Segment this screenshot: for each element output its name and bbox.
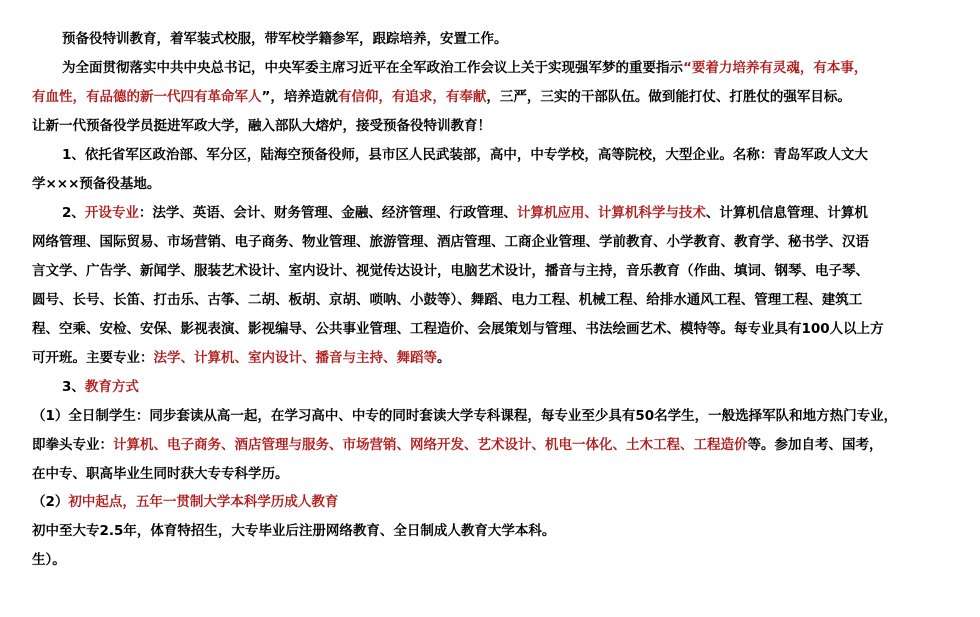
highlighted-text: 有信仰，有追求，有奉献: [337, 89, 487, 105]
paragraph-line-19: [32, 550, 66, 570]
paragraph-line-18: [32, 521, 555, 541]
paragraph-line-11: [32, 319, 884, 339]
paragraph-line-9: [32, 261, 869, 281]
paragraph-line-16: [32, 464, 289, 484]
paragraph-line-3: [32, 87, 851, 107]
body-text: 2、: [62, 205, 85, 221]
body-text: 让新一代预备役学员挺进军政大学，融入部队大熔炉，接受预备役特训教育！: [32, 118, 491, 134]
paragraph-line-15: [32, 435, 883, 455]
paragraph-line-8: [32, 232, 869, 252]
body-text: （2）: [32, 494, 69, 510]
paragraph-line-12: [32, 348, 451, 368]
paragraph-line-17: [32, 492, 338, 512]
body-text: 为全面贯彻落实中共中央总书记，中央军委主席习近平在全军政治工作会议上关于实现强军梦的重要指示: [62, 60, 683, 76]
highlighted-text: 法学、计算机、室内设计、播音与主持、舞蹈等: [153, 350, 437, 366]
body-text: 圆号、长号、长笛、打击乐、古筝、二胡、板胡、京胡、唢呐、小鼓等）、舞蹈、电力工程、机械工程、给排水通风工程、管理工程、建筑工: [32, 292, 863, 308]
body-text: ，三严，三实的干部队伍。做到能打仗、打胜仗的强军目标。: [486, 89, 851, 105]
paragraph-line-10: [32, 290, 862, 310]
body-text: 3、: [62, 379, 85, 395]
body-text: 。: [437, 350, 451, 366]
body-text: 、计算机信息管理、计算机: [705, 205, 868, 221]
paragraph-line-2: [62, 58, 867, 78]
body-text: 学×××预备役基地。: [32, 176, 161, 192]
paragraph-line-14: [32, 406, 897, 426]
paragraph-line-6: [32, 174, 160, 194]
paragraph-line-13: [62, 377, 139, 397]
highlighted-text: 教育方式: [84, 379, 139, 395]
body-text: 言文学、广告学、新闻学、服装艺术设计、室内设计、视觉传达设计，电脑艺术设计，播音与主持，音乐教育（作曲、填词、钢琴、电子琴、: [32, 263, 869, 279]
body-text: ：法学、英语、会计、财务管理、金融、经济管理、行政管理、: [138, 205, 517, 221]
body-text: 可开班。主要专业：: [32, 350, 154, 366]
body-text: 程、空乘、安检、安保、影视表演、影视编导、公共事业管理、工程造价、会展策划与管理、书法绘画艺术、模特等。每专业具有100人以上方: [32, 321, 884, 337]
paragraph-line-1: [62, 29, 508, 49]
body-text: 网络管理、国际贸易、市场营销、电子商务、物业管理、旅游管理、酒店管理、工商企业管理、学前教育、小学教育、教育学、秘书学、汉语: [32, 234, 869, 250]
paragraph-line-5: [62, 145, 868, 165]
body-text: 1、依托省军区政治部、军分区，陆海空预备役师，县市区人民武装部，高中，中专学校，高等院校，大型企业。名称：青岛军政人文大: [62, 147, 868, 163]
highlighted-text: 开设专业: [84, 205, 139, 221]
highlighted-text: 有血性，有品德的新一代四有革命军人: [32, 89, 262, 105]
body-text: ”，培养造就: [261, 89, 338, 105]
body-text: 生）。: [32, 552, 66, 568]
body-text: 在中专、职高毕业生同时获大专专科学历。: [32, 466, 289, 482]
body-text: 等。参加自考、国考，: [747, 437, 883, 453]
highlighted-text: 初中起点，五年一贯制大学本科学历成人教育: [68, 494, 339, 510]
body-text: 初中至大专2.5年，体育特招生，大专毕业后注册网络教育、全日制成人教育大学本科。: [32, 523, 556, 539]
highlighted-text: “要着力培养有灵魂，有本事，: [683, 60, 868, 76]
highlighted-text: 计算机、电子商务、酒店管理与服务、市场营销、网络开发、艺术设计、机电一体化、土木工程、工程造价: [113, 437, 748, 453]
paragraph-line-4: [32, 116, 491, 136]
body-text: （1）全日制学生：同步套读从高一起，在学习高中、中专的同时套读大学专科课程，每专业至少具有50名学生，一般选择军队和地方热门专业，: [32, 408, 898, 424]
body-text: 预备役特训教育，着军装式校服，带军校学籍参军，跟踪培养，安置工作。: [62, 31, 508, 47]
paragraph-line-7: [62, 203, 868, 223]
highlighted-text: 计算机应用、计算机科学与技术: [516, 205, 706, 221]
body-text: 即拳头专业：: [32, 437, 113, 453]
